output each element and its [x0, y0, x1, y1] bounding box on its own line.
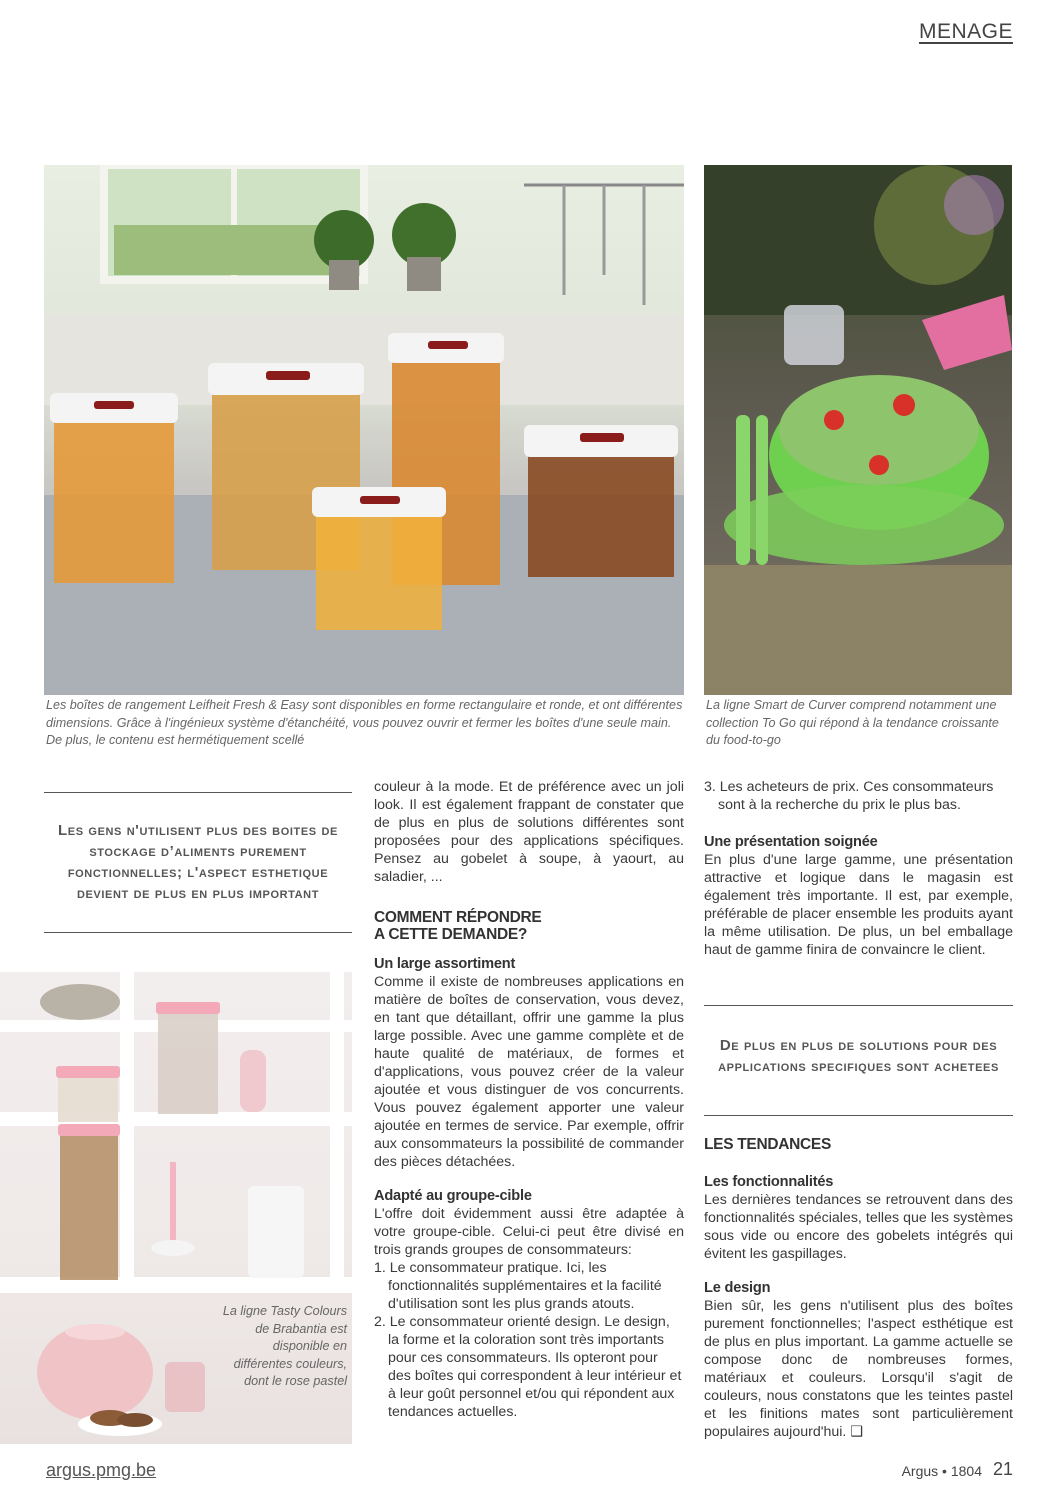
- pullquote-right-rule-top: [704, 1005, 1013, 1006]
- list-item: 2. Le consommateur orienté design. Le design, la forme et la coloration sont très importants pour ces consommateurs. Ils opteront pour des boîtes qui correspondent à leur intérieur et à leur goût personnel et/ou qui répondent aux tendances actuelles.: [374, 1314, 682, 1420]
- subheading-assortiment: Un large assortiment: [374, 956, 516, 972]
- pullquote-left-rule-bottom: [44, 932, 352, 933]
- paragraph-assortiment: Comme il existe de nombreuses applications en matière de boîtes de conservation, vous devez, en tant que détaillant, offrir une gamme la plus large possible. Avec une gamme complète et de haute qualité de matériaux, de formes et d'applications, vous pouvez créer de la valeur ajoutée et vous distinguer de vos concurrents. Vous pouvez également apporter une valeur ajoutée en termes de service. Par exemple, offrir aux consommateurs la possibilité de commander des pièces détachées.: [374, 974, 684, 1170]
- heading-comment-repondre-1: COMMENT RÉPONDRE: [374, 909, 542, 926]
- subheading-groupe-cible: Adapté au groupe-cible: [374, 1188, 532, 1204]
- list-item: 1. Le consommateur pratique. Ici, les fonctionnalités supplémentaires et la facilité d'utilisation sont les plus grands atouts.: [374, 1260, 662, 1312]
- heading-tendances: LES TENDANCES: [704, 1136, 832, 1153]
- subheading-design: Le design: [704, 1280, 771, 1296]
- subheading-fonctionnalites: Les fonctionnalités: [704, 1174, 834, 1190]
- end-mark-icon: ❑: [850, 1424, 864, 1440]
- article-column-right-lower: [704, 1136, 1013, 1441]
- subheading-presentation: Une présentation soignée: [704, 834, 878, 850]
- section-title: MENAGE: [918, 20, 1013, 43]
- footer-website-link[interactable]: argus.pmg.be: [46, 1460, 157, 1480]
- pullquote-right: De plus en plus de solutions pour des applications specifiques sont achetees: [718, 1037, 999, 1075]
- page-number: 21: [992, 1459, 1013, 1479]
- caption-containers: Les boîtes de rangement Leifheit Fresh & Easy sont disponibles en forme rectangulaire et ronde, et ont différentes dimensions. Grâce à l'ingénieux système d'étanchéité, vous pouvez ouvrir et fermer les boîtes d'une seule main. De plus, le contenu est hermétiquement scellé: [46, 698, 683, 747]
- consumer-groups-list: [374, 1259, 684, 1421]
- pullquote-left-rule-top: [44, 792, 352, 793]
- photo-leifheit-containers: [44, 165, 684, 695]
- paragraph-groupe-cible: L'offre doit évidemment aussi être adaptée à votre groupe-cible. Celui-ci peut être divisé en trois grands groupes de consommateurs:: [374, 1206, 684, 1258]
- consumer-groups-list-cont: [704, 778, 1013, 814]
- footer-issue: Argus • 1804: [901, 1463, 982, 1479]
- heading-comment-repondre-2: A CETTE DEMANDE?: [374, 926, 528, 943]
- paragraph-fonctionnalites: Les dernières tendances se retrouvent dans des fonctionnalités spéciales, telles que les systèmes sous vide ou encore des gobelets intégrés qui évitent les gaspillages.: [704, 1192, 1013, 1262]
- pullquote-left: Les gens n'utilisent plus des boites de stockage d’aliments purement fonctionnelles; l'aspect esthetique devient de plus en plus important: [58, 822, 338, 902]
- paragraph-presentation: En plus d'une large gamme, une présentation attractive et logique dans le magasin est également très importante. Il est, par exemple, préférable de placer ensemble les produits ayant la même utilisation. De plus, un bel emballage haut de gamme finira de convaincre le client.: [704, 852, 1013, 958]
- paragraph-design-text: Bien sûr, les gens n'utilisent plus des boîtes purement fonctionnelles; l'aspect esthétique est de plus en plus important. La gamme actuelle se compose donc de nombreuses formes, matériaux et couleurs. Lorsqu'il s'agit de couleurs, nous constatons que les teintes pastel et les finitions mates sont particulièrement populaires aujourd'hui.: [704, 1298, 1013, 1440]
- paragraph-design: [704, 1297, 1013, 1441]
- caption-salad: La ligne Smart de Curver comprend notamment une collection To Go qui répond à la tendance croissante du food-to-go: [706, 698, 999, 747]
- article-column-right: [704, 778, 1013, 959]
- list-item: 3. Les acheteurs de prix. Ces consommateurs sont à la recherche du prix le plus bas.: [704, 779, 994, 813]
- article-column-middle: [374, 778, 684, 1421]
- intro-continued: couleur à la mode. Et de préférence avec un joli look. Il est également frappant de constater que de plus en plus de solutions différentes sont proposées pour des applications spécifiques. Pensez au gobelet à soupe, à yaourt, au saladier, ...: [374, 779, 684, 885]
- photo-curver-salad: [704, 165, 1012, 695]
- caption-tasty: La ligne Tasty Colours de Brabantia est disponible en différentes couleurs, dont le rose pastel: [222, 1304, 347, 1388]
- pullquote-right-rule-bottom: [704, 1115, 1013, 1116]
